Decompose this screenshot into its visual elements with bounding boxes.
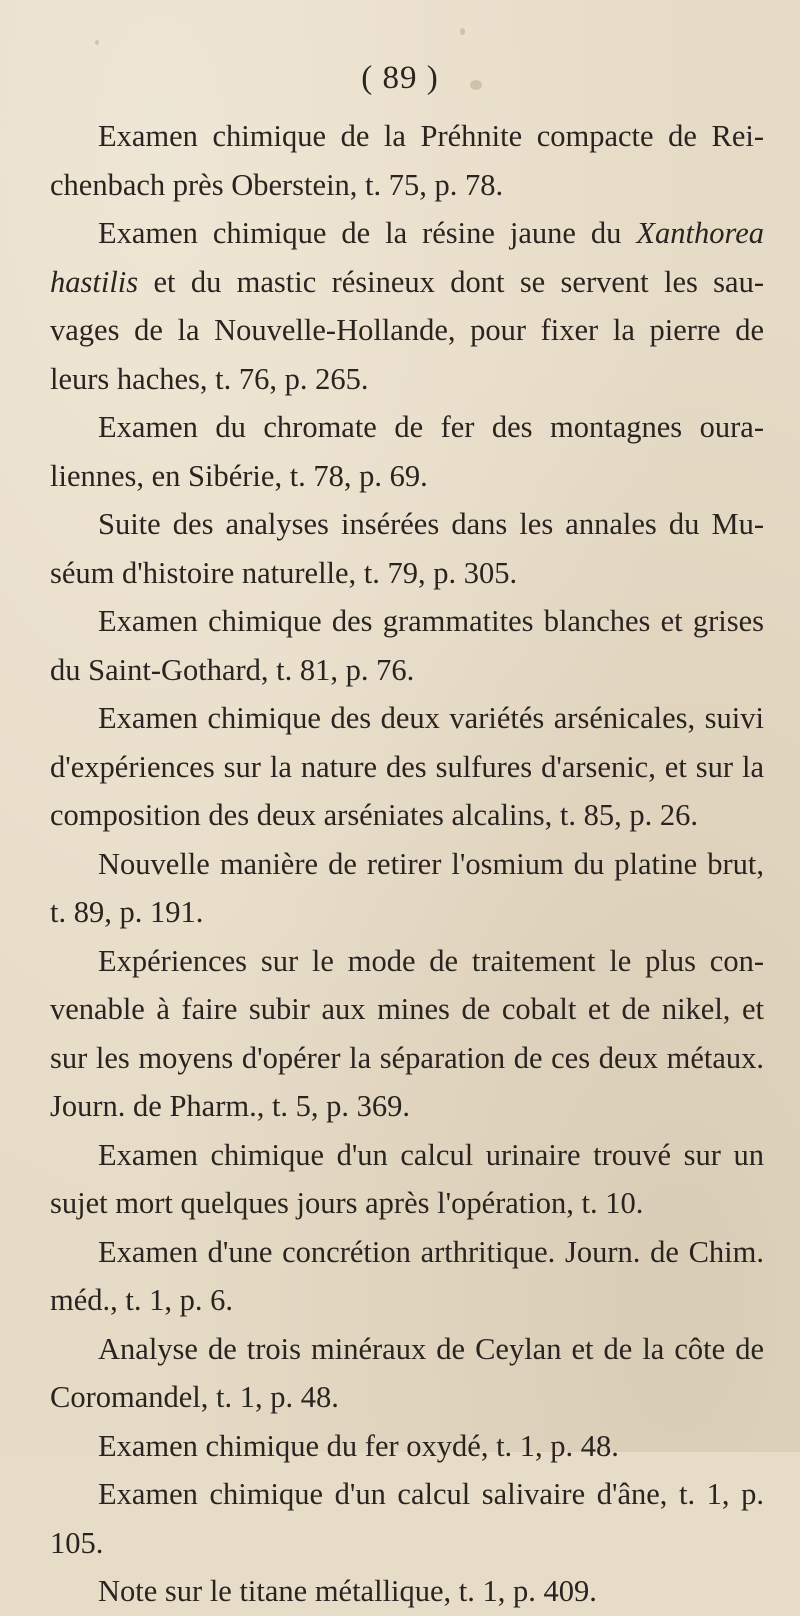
list-item: Examen chimique des grammatites blanches et grises du Saint-Gothard, t. 81, p. 76. [50,604,764,687]
list-item: Examen d'une concrétion arthritique. Journ. de Chim. méd., t. 1, p. 6. [50,1234,764,1317]
list-item: Examen du chromate de fer des montagnes oura-liennes, en Sibérie, t. 78, p. 69. [50,410,764,493]
entry-text: et du mastic résineux dont se servent les sau-vages de la Nouvelle-Hollande, pour fixer la pierre de leurs haches, t. 76, p. 265. [50,264,764,396]
page-number: ( 89 ) [361,60,439,96]
list-item: Examen chimique d'un calcul salivaire d'âne, t. 1, p. 105. [50,1477,764,1560]
ink-speck [460,28,465,35]
list-item: Examen chimique des deux variétés arsénicales, suivi d'expériences sur la nature des sulfures d'arsenic, et sur la composition des deux arséniates alcalins, t. 85, p. 26. [50,701,764,832]
list-item: Nouvelle manière de retirer l'osmium du platine brut, t. 89, p. 191. [50,846,764,929]
list-item: Examen chimique d'un calcul urinaire trouvé sur un sujet mort quelques jours après l'opération, t. 10. [50,1137,764,1220]
list-item: Suite des analyses insérées dans les annales du Mu-séum d'histoire naturelle, t. 79, p. 305. [50,507,764,590]
list-item: Expériences sur le mode de traitement le plus con-venable à faire subir aux mines de cobalt et de nikel, et sur les moyens d'opérer la séparation de ces deux métaux. Journ. de Pharm., t. 5, p. 369. [50,943,764,1123]
species-name: Xanthorea hastilis [50,216,764,299]
list-item: Note sur le titane métallique, t. 1, p. 409. [98,1574,597,1608]
bibliography-list [50,112,764,1616]
list-item [50,209,764,403]
ink-speck [95,40,99,45]
list-item: Examen chimique du fer oxydé, t. 1, p. 48. [98,1428,619,1463]
list-item: Analyse de trois minéraux de Ceylan et de la côte de Coromandel, t. 1, p. 48. [50,1331,764,1414]
entry-text: Examen chimique de la résine jaune du [98,216,637,250]
list-item: Examen chimique de la Préhnite compacte de Rei-chenbach près Oberstein, t. 75, p. 78. [50,119,764,202]
